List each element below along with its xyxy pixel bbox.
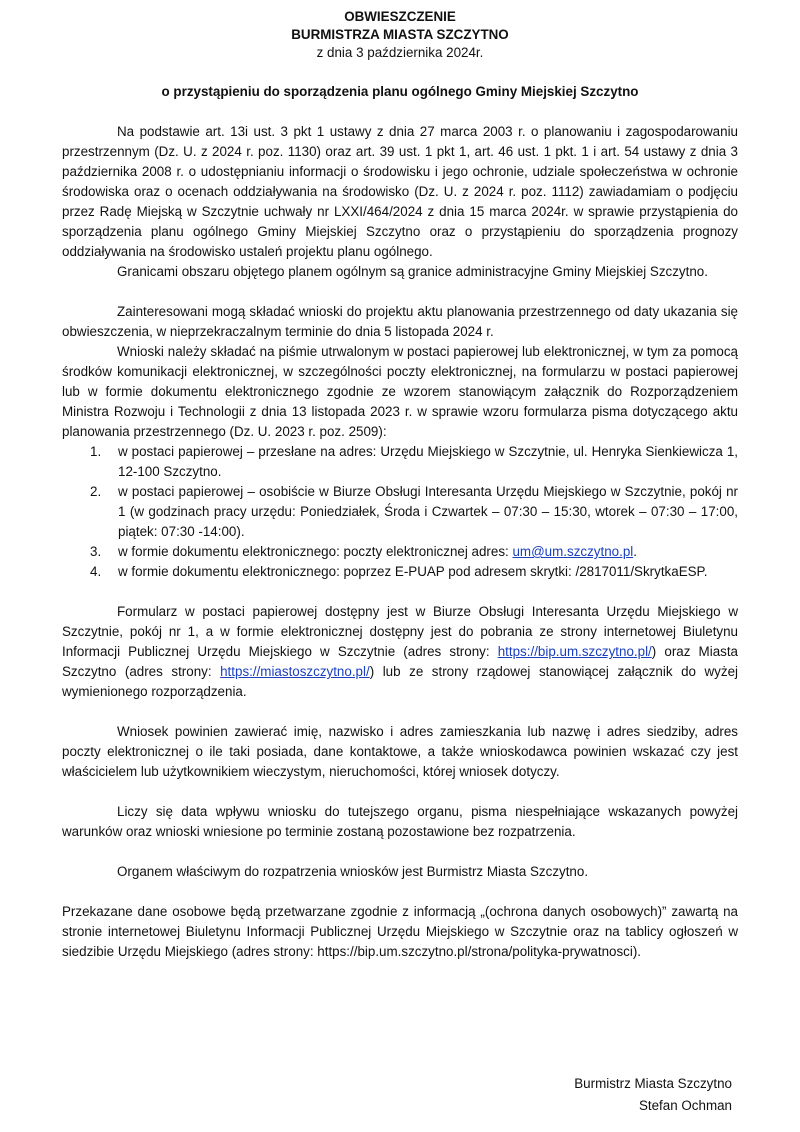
paragraph-boundaries: Granicami obszaru objętego planem ogólnym są granice administracyjne Gminy Miejskiej Szczytno.: [117, 264, 708, 279]
list-item: 2. w postaci papierowej – osobiście w Biurze Obsługi Interesanta Urzędu Miejskiego w Szczytnie, pokój nr 1 (w godzinach pracy urzędu: Poniedziałek, Środa i Czwartek – 07:30 – 15:30, wtorek – 07:30 – 17:00, piątek: 07:30 -14:00).: [90, 484, 738, 539]
city-website-link[interactable]: https://miastoszczytno.pl/: [220, 664, 370, 679]
paragraph-form-availability: Formularz w postaci papierowej dostępny jest w Biurze Obsługi Interesanta Urzędu Miejskiego w Szczytnie, pokój nr 1, a w formie elektronicznej dostępny jest do pobrania ze strony internetowej Biuletynu Informacji Publicznej Urzędu Miejskiego w Szczytnie (adres strony: https://bip.um.szczytno.pl/) oraz Miasta Szczytno (adres strony: https://miastoszczytno.pl/) lub ze strony rządowej stanowiącej załącznik do wyżej wymienionego rozporządzenia.: [62, 604, 739, 699]
document-page: [62, 8, 738, 962]
list-item: 4. w formie dokumentu elektronicznego: poprzez E-PUAP pod adresem skrytki: /2817011/SkrytkaESP.: [90, 564, 708, 579]
paragraph-deadline: Zainteresowani mogą składać wnioski do projektu aktu planowania przestrzennego od daty ukazania się obwieszczenia, w nieprzekraczalnym terminie do dnia 5 listopada 2024 r.: [62, 304, 738, 339]
document-subject: o przystąpieniu do sporządzenia planu ogólnego Gminy Miejskiej Szczytno: [161, 84, 639, 99]
paragraph-competent-authority: Organem właściwym do rozpatrzenia wniosków jest Burmistrz Miasta Szczytno.: [117, 864, 589, 879]
bip-link[interactable]: https://bip.um.szczytno.pl/: [497, 644, 652, 659]
list-item: 3. w formie dokumentu elektronicznego: poczty elektronicznej adres: um@um.szczytno.pl.: [90, 544, 637, 559]
signature-block: [574, 1073, 732, 1117]
document-issuer: BURMISTRZA MIASTA SZCZYTNO: [291, 27, 509, 42]
document-date: z dnia 3 października 2024r.: [316, 45, 484, 60]
email-link[interactable]: um@um.szczytno.pl: [512, 544, 634, 559]
paragraph-application-content: Wniosek powinien zawierać imię, nazwisko i adres zamieszkania lub nazwę i adres siedziby, adres poczty elektronicznej o ile taki posiada, dane kontaktowe, a także wnioskodawca powinien wskazać czy jest właścicielem lub użytkownikiem wieczystym, nieruchomości, której wniosek dotyczy.: [62, 724, 738, 779]
document-title: OBWIESZCZENIE: [344, 9, 456, 24]
signature-name: Stefan Ochman: [638, 1098, 732, 1113]
signature-role: Burmistrz Miasta Szczytno: [574, 1076, 732, 1091]
paragraph-receipt-date: Liczy się data wpływu wniosku do tutejszego organu, pisma niespełniające wskazanych powyżej warunków oraz wnioski wniesione po terminie zostaną pozostawione bez rozpatrzenia.: [62, 804, 738, 839]
list-item: 1. w postaci papierowej – przesłane na adres: Urzędu Miejskiego w Szczytnie, ul. Henryka Sienkiewicza 1, 12-100 Szczytno.: [90, 444, 738, 479]
paragraph-legal-basis: Na podstawie art. 13i ust. 3 pkt 1 ustawy z dnia 27 marca 2003 r. o planowaniu i zagospodarowaniu przestrzennym (Dz. U. z 2024 r. poz. 1130) oraz art. 39 ust. 1 pkt 1, art. 46 ust. 1 pkt. 1 i art. 54 ustawy z dnia 3 października 2008 r. o udostępnianiu informacji o środowisku i jego ochronie, udziale społeczeństwa w ochronie środowiska oraz o ocenach oddziaływania na środowisko (Dz. U. z 2024 r. poz. 1112) zawiadamiam o podjęciu przez Radę Miejską w Szczytnie uchwały nr LXXI/464/2024 z dnia 15 marca 2024r. w sprawie przystąpienia do sporządzenia planu ogólnego Gminy Miejskiej Szczytno oraz o przystąpieniu do sporządzenia prognozy oddziaływania na środowisko ustaleń projektu planu ogólnego.: [62, 124, 738, 259]
paragraph-submission: Wnioski należy składać na piśmie utrwalonym w postaci papierowej lub elektronicznej, w tym za pomocą środków komunikacji elektronicznej, w szczególności poczty elektronicznej, na formularzu w postaci papierowej lub w formie dokumentu elektronicznego zgodnie ze wzorem stanowiącym załącznik do Rozporządzeniem Ministra Rozwoju i Technologii z dnia 13 listopada 2023 r. w sprawie wzoru formularza pisma dotyczącego aktu planowania przestrzennego (Dz. U. 2023 r. poz. 2509):: [62, 344, 738, 439]
submission-methods-list: [62, 442, 738, 582]
paragraph-personal-data: Przekazane dane osobowe będą przetwarzane zgodnie z informacją „(ochrona danych osobowych)” zawartą na stronie internetowej Biuletynu Informacji Publicznej Urzędu Miejskiego w Szczytnie oraz na tablicy ogłoszeń w siedzibie Urzędu Miejskiego (adres strony: https://bip.um.szczytno.pl/strona/polityka-prywatnosci).: [62, 904, 738, 959]
